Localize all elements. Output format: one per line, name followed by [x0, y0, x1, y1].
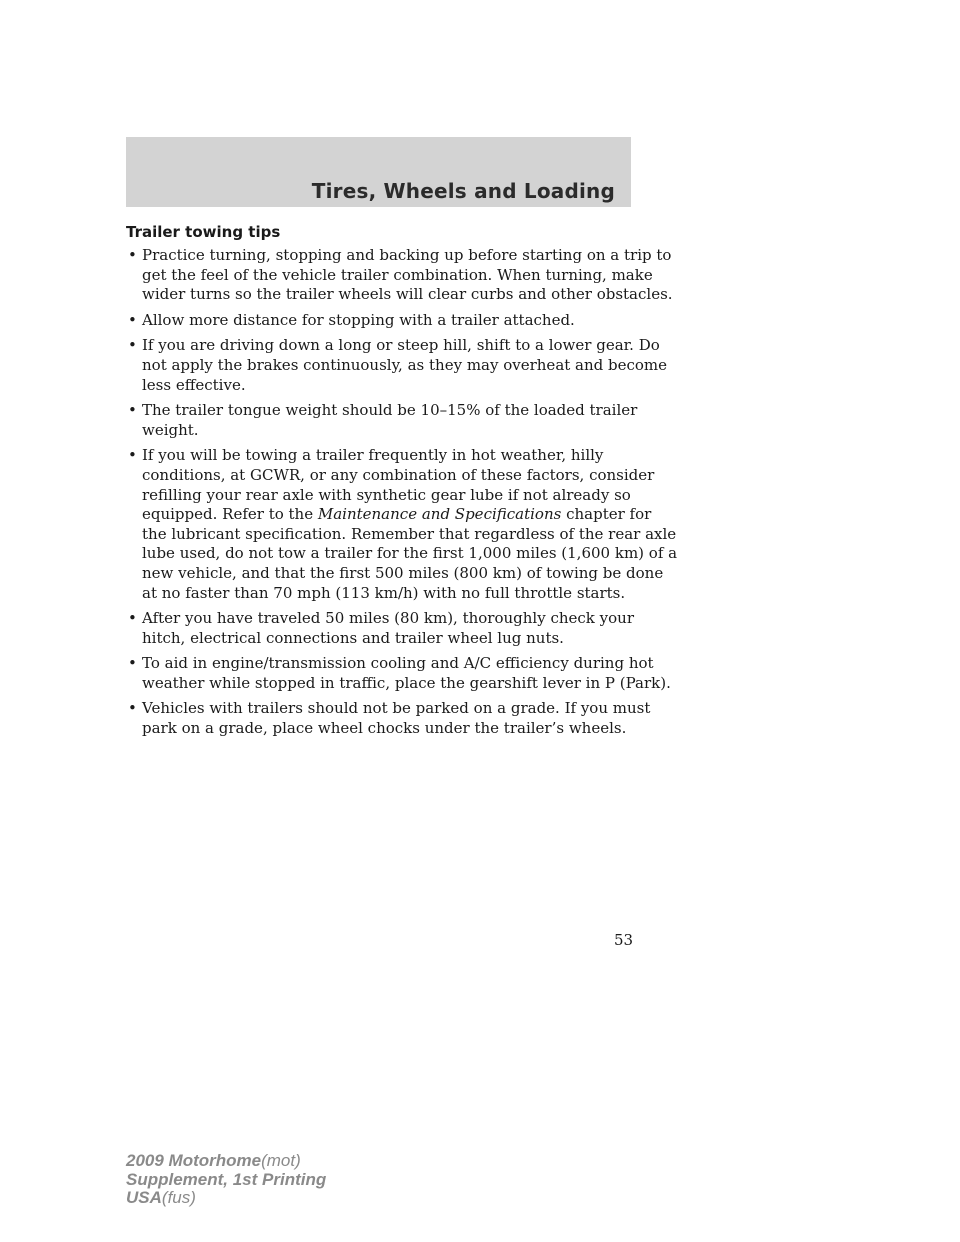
text-line: conditions, at GCWR, or any combination of these factors, consider: [142, 465, 655, 484]
footer-model: 2009 Motorhome: [126, 1151, 262, 1170]
footer-market: USA: [126, 1188, 162, 1207]
text-line: • Allow more distance for stopping with a trailer attached.: [142, 310, 575, 329]
footer-market-code: (fus): [161, 1188, 196, 1207]
towing-tips-list: [126, 246, 678, 745]
text-line: not apply the brakes continuously, as they may overheat and become: [142, 355, 668, 374]
text-line: • The trailer tongue weight should be 10–15% of the loaded trailer: [142, 401, 638, 420]
text-line: weight.: [142, 420, 199, 439]
text-line: weather while stopped in traffic, place the gearshift lever in P (Park).: [142, 673, 671, 692]
footer-line-2: [126, 1171, 326, 1190]
text-line: wider turns so the trailer wheels will clear curbs and other obstacles.: [142, 285, 673, 304]
tip-check-hitch: [126, 609, 646, 648]
text-line: park on a grade, place wheel chocks under the trailer’s wheels.: [142, 719, 627, 738]
text-line: the lubricant specification. Remember that regardless of the rear axle: [142, 524, 677, 543]
text-line: new vehicle, and that the first 500 miles (800 km) of towing be done: [142, 563, 664, 582]
text-line: at no faster than 70 mph (113 km/h) with no full throttle starts.: [142, 583, 626, 602]
text-line: • Practice turning, stopping and backing up before starting on a trip to: [142, 246, 672, 264]
footer-line-1: [126, 1152, 326, 1171]
tip-parking-grade: [126, 699, 651, 738]
text-line-with-reference: [142, 505, 652, 525]
chapter-header-band: [126, 137, 631, 207]
chapter-title: Tires, Wheels and Loading: [311, 179, 615, 203]
refer-text: equipped. Refer to the: [142, 505, 318, 524]
text-line: refilling your rear axle with synthetic gear lube if not already so: [142, 485, 631, 504]
tip-engine-cooling: [126, 654, 671, 693]
tip-stopping-distance: [126, 311, 646, 331]
refer-text: chapter for: [561, 505, 652, 524]
section-heading: Trailer towing tips: [126, 223, 281, 241]
chapter-reference: Maintenance and Specifications: [317, 505, 562, 524]
tip-practice-turning: [126, 246, 673, 305]
text-line: • If you will be towing a trailer frequently in hot weather, hilly: [142, 446, 604, 465]
text-line: less effective.: [142, 375, 246, 394]
text-line: • Vehicles with trailers should not be parked on a grade. If you must: [142, 699, 651, 718]
tip-downhill-gear: [126, 336, 668, 395]
footer-printing: Supplement, 1st Printing: [126, 1169, 327, 1189]
text-line: hitch, electrical connections and trailer wheel lug nuts.: [142, 628, 564, 647]
text-line: lube used, do not tow a trailer for the first 1,000 miles (1,600 km) of a: [142, 544, 678, 563]
footer-model-code: (mot): [261, 1151, 301, 1170]
text-line: • If you are driving down a long or steep hill, shift to a lower gear. Do: [142, 336, 660, 355]
print-footer: [126, 1152, 326, 1208]
text-line: get the feel of the vehicle trailer combination. When turning, make: [142, 265, 653, 284]
page-number: 53: [614, 931, 634, 949]
tip-tongue-weight: [126, 401, 646, 440]
tip-gear-lube: [126, 446, 678, 603]
text-line: • To aid in engine/transmission cooling and A/C efficiency during hot: [142, 654, 654, 673]
footer-line-3: [126, 1189, 326, 1208]
text-line: • After you have traveled 50 miles (80 km), thoroughly check your: [142, 609, 634, 628]
